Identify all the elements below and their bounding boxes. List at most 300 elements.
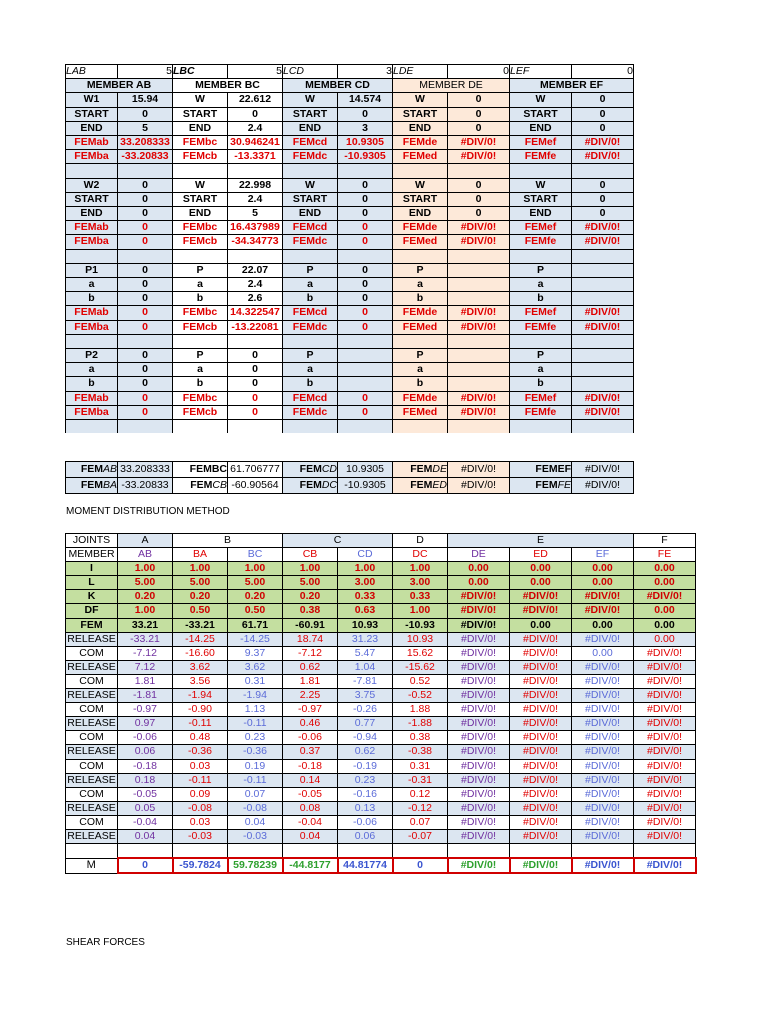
iteration-value: 0.31: [393, 759, 448, 773]
iteration-value: #DIV/0!: [572, 745, 634, 759]
load-value: 0: [448, 121, 510, 135]
iteration-value: -1.88: [393, 717, 448, 731]
member-header: MEMBER CD: [283, 79, 393, 93]
iteration-value: #DIV/0!: [634, 829, 696, 843]
property-row: [66, 562, 696, 576]
joint-header: A: [118, 534, 173, 548]
spacer-cell: [510, 249, 572, 263]
spacer-cell: [393, 844, 448, 859]
property-value: #DIV/0!: [510, 590, 572, 604]
spacer-cell: [283, 844, 338, 859]
load-label: a: [283, 278, 338, 292]
iteration-value: 0.23: [228, 731, 283, 745]
load-value: -13.3371: [228, 150, 283, 164]
load-row: [66, 93, 634, 107]
load-value: 0: [118, 107, 173, 121]
load-label: FEMcb: [173, 150, 228, 164]
fem-value: 0.00: [634, 618, 696, 632]
load-label: FEMef: [510, 391, 572, 405]
iteration-value: #DIV/0!: [448, 745, 510, 759]
fem-summary-value: #DIV/0!: [572, 462, 634, 478]
load-value: [338, 363, 393, 377]
load-label: END: [66, 121, 118, 135]
iteration-value: #DIV/0!: [448, 731, 510, 745]
iteration-value: #DIV/0!: [572, 731, 634, 745]
member-row: [66, 548, 696, 562]
property-value: 0.20: [118, 590, 173, 604]
spacer-cell: [66, 334, 118, 348]
carryover-row: [66, 703, 696, 717]
property-value: 0.38: [283, 604, 338, 618]
spacer-cell: [228, 844, 283, 859]
load-label: FEMcd: [283, 136, 338, 150]
load-value: #DIV/0!: [448, 405, 510, 419]
load-row: [66, 178, 634, 192]
load-label: b: [173, 377, 228, 391]
iteration-value: 0.00: [634, 632, 696, 646]
iteration-value: #DIV/0!: [510, 801, 572, 815]
iteration-value: 1.81: [283, 674, 338, 688]
load-value: 22.998: [228, 178, 283, 192]
iteration-value: -0.18: [118, 759, 173, 773]
spacer-row: [66, 334, 634, 348]
final-moment-value: #DIV/0!: [634, 858, 696, 873]
load-label: START: [510, 107, 572, 121]
load-label: P: [283, 263, 338, 277]
iteration-value: 1.13: [228, 703, 283, 717]
load-value: 30.946241: [228, 136, 283, 150]
iteration-value: 0.03: [173, 759, 228, 773]
load-value: 0: [338, 405, 393, 419]
load-label: P: [510, 349, 572, 363]
load-label: FEMef: [510, 221, 572, 235]
length-value: 5: [118, 65, 173, 79]
spacer-cell: [173, 844, 228, 859]
spacer-row: [66, 164, 634, 178]
property-label: DF: [66, 604, 118, 618]
carryover-row: [66, 759, 696, 773]
iteration-label: RELEASE: [67, 745, 116, 758]
iteration-value: 0.19: [228, 759, 283, 773]
load-label: FEMed: [393, 405, 448, 419]
fem-value: #DIV/0!: [448, 618, 510, 632]
load-label: END: [510, 207, 572, 221]
iteration-value: -0.36: [228, 745, 283, 759]
load-label: START: [283, 192, 338, 206]
load-value: 16.437989: [228, 221, 283, 235]
iteration-value: 2.25: [283, 689, 338, 703]
load-value: 2.4: [228, 121, 283, 135]
property-value: 5.00: [228, 576, 283, 590]
load-value: 10.9305: [338, 136, 393, 150]
load-row: [66, 107, 634, 121]
property-label: L: [66, 576, 118, 590]
property-row: [66, 576, 696, 590]
load-value: -13.22081: [228, 320, 283, 334]
fem-value: 33.21: [118, 618, 173, 632]
load-value: 0: [118, 235, 173, 249]
load-label: W: [393, 178, 448, 192]
load-label: FEMde: [393, 306, 448, 320]
iteration-value: #DIV/0!: [510, 660, 572, 674]
fem-label-prefix: FEM: [410, 463, 433, 475]
iteration-value: 0.04: [118, 829, 173, 843]
iteration-label: RELEASE: [67, 717, 116, 730]
iteration-value: -0.07: [393, 829, 448, 843]
iteration-value: #DIV/0!: [510, 646, 572, 660]
spacer-cell: [118, 844, 173, 859]
fem-summary-label: [393, 478, 448, 494]
joint-header: E: [448, 534, 634, 548]
fem-summary-value: #DIV/0!: [448, 462, 510, 478]
iteration-value: -0.04: [283, 815, 338, 829]
spacer-cell: [572, 164, 634, 178]
fem-summary-value: 61.706777: [228, 462, 283, 478]
load-label: W: [393, 93, 448, 107]
iteration-value: -7.81: [338, 674, 393, 688]
load-label: FEMcb: [173, 235, 228, 249]
load-row: [66, 150, 634, 164]
property-value: #DIV/0!: [448, 604, 510, 618]
spacer-cell: [338, 249, 393, 263]
member-name: AB: [118, 548, 173, 562]
fem-label-prefix: FEM: [80, 463, 103, 475]
spacer-cell: [510, 844, 572, 859]
iteration-value: -0.08: [228, 801, 283, 815]
release-row: [66, 829, 696, 843]
iteration-value: -0.11: [173, 717, 228, 731]
property-value: 1.00: [118, 562, 173, 576]
joint-header: C: [283, 534, 393, 548]
iteration-value: -0.12: [393, 801, 448, 815]
load-row: [66, 391, 634, 405]
iteration-value: #DIV/0!: [448, 703, 510, 717]
iteration-value: #DIV/0!: [572, 717, 634, 731]
load-value: 0: [228, 107, 283, 121]
load-value: #DIV/0!: [572, 306, 634, 320]
iteration-value: 5.47: [338, 646, 393, 660]
property-value: 0.00: [634, 576, 696, 590]
load-value: [572, 349, 634, 363]
load-value: 0: [338, 192, 393, 206]
spacer-cell: [338, 420, 393, 434]
carryover-row: [66, 787, 696, 801]
joint-header: F: [634, 534, 696, 548]
property-value: 0.33: [393, 590, 448, 604]
load-label: FEMab: [66, 136, 118, 150]
iteration-value: #DIV/0!: [634, 717, 696, 731]
load-row: [66, 263, 634, 277]
fem-label-suffix: DC: [321, 479, 337, 491]
spacer-cell: [173, 334, 228, 348]
fem-label-suffix: BA: [102, 479, 117, 491]
property-value: 0.00: [510, 576, 572, 590]
property-value: 0.33: [338, 590, 393, 604]
iteration-value: -0.04: [118, 815, 173, 829]
load-label: a: [173, 363, 228, 377]
load-label: FEMab: [66, 221, 118, 235]
property-label: K: [66, 590, 118, 604]
iteration-value: -0.06: [118, 731, 173, 745]
member-header: MEMBER EF: [510, 79, 634, 93]
iteration-value: -0.05: [118, 787, 173, 801]
iteration-value: -0.03: [173, 829, 228, 843]
spacer-cell: [448, 164, 510, 178]
spacer-cell: [66, 249, 118, 263]
fem-value: 10.93: [338, 618, 393, 632]
load-value: [572, 278, 634, 292]
iteration-value: 0.04: [228, 815, 283, 829]
member-name: ED: [510, 548, 572, 562]
load-value: #DIV/0!: [572, 235, 634, 249]
iteration-value: -0.05: [283, 787, 338, 801]
iteration-value: #DIV/0!: [448, 717, 510, 731]
iteration-value: 0.62: [283, 660, 338, 674]
load-value: [338, 377, 393, 391]
load-label: END: [173, 121, 228, 135]
load-label: W1: [66, 93, 118, 107]
spacer-cell: [118, 420, 173, 434]
load-label: FEMdc: [283, 235, 338, 249]
iteration-value: 0.18: [118, 773, 173, 787]
property-value: 0.50: [228, 604, 283, 618]
load-row: [66, 136, 634, 150]
load-value: #DIV/0!: [572, 391, 634, 405]
property-value: 1.00: [338, 562, 393, 576]
iteration-value: 0.38: [393, 731, 448, 745]
final-moment-value: -44.8177: [283, 858, 338, 873]
iteration-value: #DIV/0!: [510, 632, 572, 646]
carryover-row: [66, 646, 696, 660]
spacer-cell: [448, 420, 510, 434]
load-value: [572, 263, 634, 277]
iteration-value: 0.14: [283, 773, 338, 787]
load-label: b: [66, 292, 118, 306]
iteration-value: #DIV/0!: [634, 731, 696, 745]
load-label: P: [393, 263, 448, 277]
iteration-value: #DIV/0!: [634, 660, 696, 674]
load-label: START: [173, 107, 228, 121]
property-value: 1.00: [228, 562, 283, 576]
load-label: P: [510, 263, 572, 277]
load-label: P: [393, 349, 448, 363]
load-value: 0: [338, 207, 393, 221]
property-row: [66, 604, 696, 618]
iteration-label: RELEASE: [67, 632, 116, 645]
property-value: 0.00: [634, 562, 696, 576]
final-moment-value: #DIV/0!: [448, 858, 510, 873]
property-value: 0.00: [448, 562, 510, 576]
iteration-value: 3.56: [173, 674, 228, 688]
iteration-label: COM: [66, 674, 118, 688]
load-label: FEMfe: [510, 235, 572, 249]
fem-label-prefix: FEM: [190, 479, 213, 491]
load-value: [448, 278, 510, 292]
load-label: FEMed: [393, 320, 448, 334]
load-value: 0: [118, 405, 173, 419]
load-label: FEMdc: [283, 320, 338, 334]
property-value: 0.00: [448, 576, 510, 590]
load-value: 0: [118, 320, 173, 334]
property-value: #DIV/0!: [572, 604, 634, 618]
load-value: #DIV/0!: [572, 150, 634, 164]
member-name: FE: [634, 548, 696, 562]
property-value: #DIV/0!: [448, 590, 510, 604]
final-moment-value: #DIV/0!: [572, 858, 634, 873]
fem-value: 0.00: [572, 618, 634, 632]
load-value: 0: [572, 93, 634, 107]
load-value: 0: [448, 93, 510, 107]
load-label: a: [66, 363, 118, 377]
fem-value: 61.71: [228, 618, 283, 632]
joints-row: [66, 534, 696, 548]
load-label: FEMdc: [283, 150, 338, 164]
iteration-value: 0.37: [283, 745, 338, 759]
load-label: START: [393, 192, 448, 206]
carryover-row: [66, 815, 696, 829]
spacer-cell: [66, 844, 118, 859]
load-value: 0: [118, 263, 173, 277]
load-row: [66, 121, 634, 135]
fem-label-prefix: FEMEF: [535, 463, 571, 475]
property-value: 0.50: [173, 604, 228, 618]
load-value: 0: [338, 306, 393, 320]
load-label: b: [393, 292, 448, 306]
load-value: #DIV/0!: [448, 391, 510, 405]
iteration-value: 1.88: [393, 703, 448, 717]
spacer-cell: [572, 334, 634, 348]
load-value: #DIV/0!: [572, 320, 634, 334]
member-header: MEMBER AB: [66, 79, 173, 93]
load-label: W: [173, 178, 228, 192]
iteration-value: #DIV/0!: [448, 787, 510, 801]
iteration-value: 0.77: [338, 717, 393, 731]
load-row: [66, 192, 634, 206]
member-name: CB: [283, 548, 338, 562]
spacer-cell: [448, 249, 510, 263]
member-name: BA: [173, 548, 228, 562]
load-label: FEMba: [66, 320, 118, 334]
load-label: FEMcd: [283, 306, 338, 320]
iteration-value: 0.13: [338, 801, 393, 815]
spacer-cell: [283, 249, 338, 263]
spacer-cell: [634, 844, 696, 859]
load-value: 0: [338, 107, 393, 121]
load-value: #DIV/0!: [572, 136, 634, 150]
property-value: 5.00: [173, 576, 228, 590]
iteration-value: #DIV/0!: [572, 703, 634, 717]
load-row: [66, 377, 634, 391]
iteration-value: -0.97: [118, 703, 173, 717]
fem-label-suffix: CB: [212, 479, 227, 491]
iteration-value: 0.06: [118, 745, 173, 759]
joints-label: JOINTS: [66, 534, 118, 548]
load-label: a: [283, 363, 338, 377]
iteration-value: #DIV/0!: [448, 632, 510, 646]
iteration-label: RELEASE: [67, 773, 116, 786]
member-name: DE: [448, 548, 510, 562]
iteration-value: #DIV/0!: [572, 689, 634, 703]
iteration-value: 18.74: [283, 632, 338, 646]
member-name: EF: [572, 548, 634, 562]
iteration-value: 9.37: [228, 646, 283, 660]
fem-summary-value: -10.9305: [338, 478, 393, 494]
property-label: I: [66, 562, 118, 576]
load-label: b: [510, 377, 572, 391]
property-value: 0.00: [572, 576, 634, 590]
iteration-value: #DIV/0!: [572, 829, 634, 843]
release-row: [66, 801, 696, 815]
load-value: [572, 377, 634, 391]
iteration-value: #DIV/0!: [448, 674, 510, 688]
iteration-value: 0.31: [228, 674, 283, 688]
iteration-label: COM: [66, 787, 118, 801]
load-value: 33.208333: [118, 136, 173, 150]
load-value: 0: [338, 320, 393, 334]
load-label: FEMbc: [173, 136, 228, 150]
iteration-value: #DIV/0!: [634, 674, 696, 688]
iteration-value: 0.08: [283, 801, 338, 815]
spacer-cell: [510, 334, 572, 348]
iteration-value: -0.16: [338, 787, 393, 801]
load-value: [572, 363, 634, 377]
iteration-value: #DIV/0!: [634, 703, 696, 717]
iteration-value: -7.12: [118, 646, 173, 660]
spacer-cell: [66, 420, 118, 434]
property-value: 1.00: [283, 562, 338, 576]
fem-calculation-table: [65, 64, 634, 433]
member-label: MEMBER: [66, 548, 118, 562]
load-label: START: [283, 107, 338, 121]
load-value: 0: [572, 107, 634, 121]
load-row: [66, 306, 634, 320]
iteration-value: -0.18: [283, 759, 338, 773]
iteration-value: -33.21: [118, 632, 173, 646]
load-value: 0: [118, 391, 173, 405]
load-value: #DIV/0!: [448, 221, 510, 235]
iteration-value: 1.81: [118, 674, 173, 688]
property-value: 0.00: [510, 562, 572, 576]
load-label: b: [283, 292, 338, 306]
fem-row: [66, 618, 696, 632]
length-label: LDE: [393, 65, 448, 79]
load-value: #DIV/0!: [448, 235, 510, 249]
load-label: FEMbc: [173, 221, 228, 235]
load-label: END: [283, 121, 338, 135]
load-value: #DIV/0!: [448, 150, 510, 164]
load-label: b: [510, 292, 572, 306]
fem-label-suffix: DE: [432, 463, 447, 475]
load-label: END: [510, 121, 572, 135]
fem-summary-label: [510, 462, 572, 478]
iteration-value: #DIV/0!: [634, 646, 696, 660]
length-label: LBC: [173, 65, 228, 79]
member-header: MEMBER BC: [173, 79, 283, 93]
load-label: W: [510, 178, 572, 192]
length-label: LCD: [283, 65, 338, 79]
iteration-label: COM: [66, 646, 118, 660]
fem-label-prefix: FEM: [535, 479, 558, 491]
spacer-cell: [283, 164, 338, 178]
iteration-value: 0.09: [173, 787, 228, 801]
load-value: 14.574: [338, 93, 393, 107]
iteration-value: #DIV/0!: [510, 787, 572, 801]
iteration-value: #DIV/0!: [572, 674, 634, 688]
iteration-value: #DIV/0!: [510, 689, 572, 703]
iteration-value: -1.81: [118, 689, 173, 703]
iteration-value: #DIV/0!: [572, 632, 634, 646]
spacer-cell: [510, 420, 572, 434]
